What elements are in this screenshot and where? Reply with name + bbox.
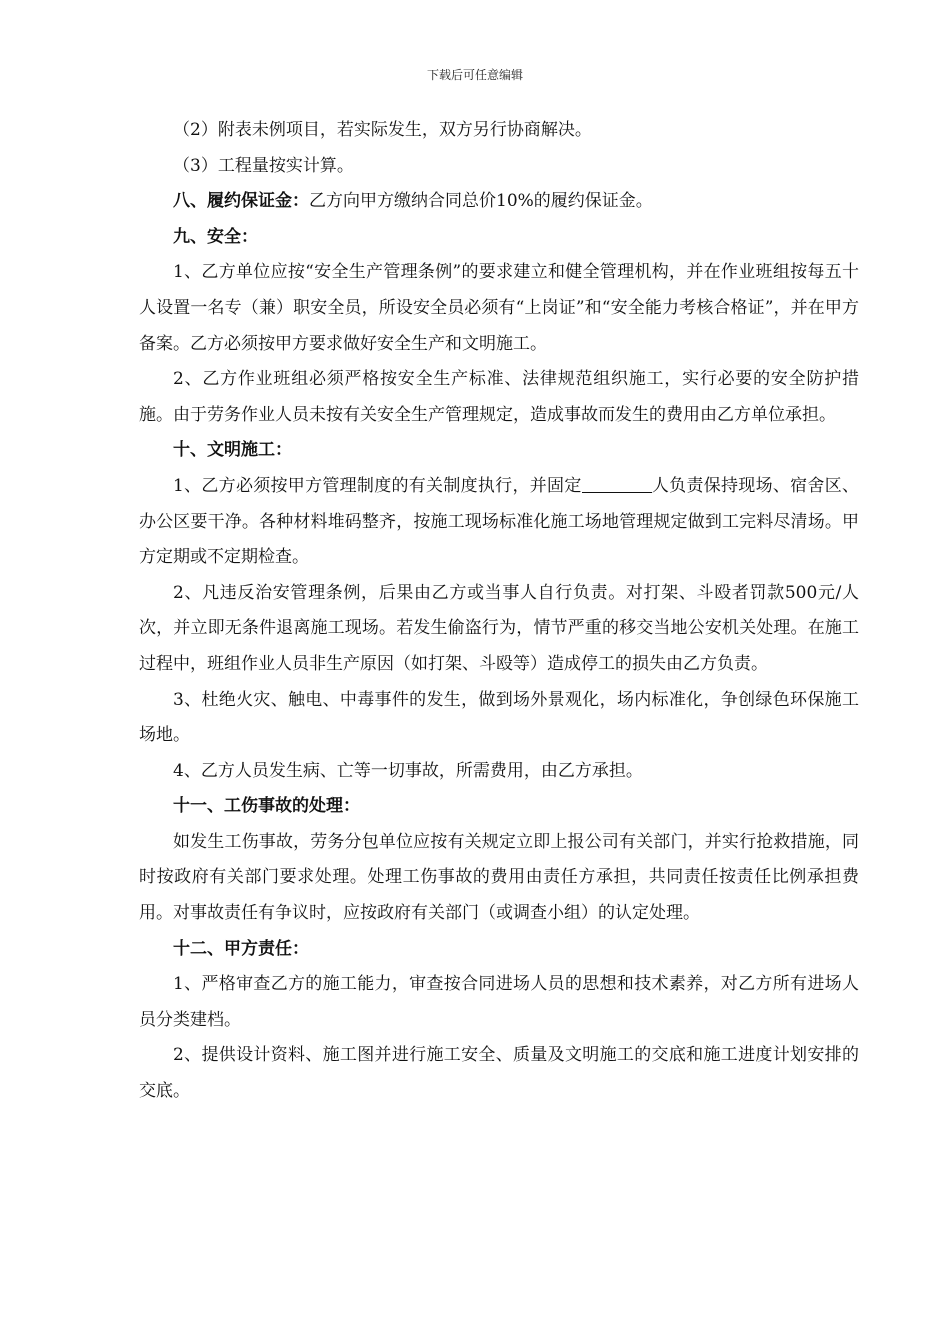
section-9-heading: 九、安全： xyxy=(173,226,258,247)
section-8 xyxy=(139,184,859,220)
section-12-heading: 十二、甲方责任： xyxy=(173,938,309,959)
section-10-paragraph-3: 3、杜绝火灾、触电、中毒事件的发生，做到场外景观化，场内标准化，争创绿色环保施工场地。 xyxy=(139,689,859,746)
document-body xyxy=(139,113,859,1110)
section-11-paragraph-1: 如发生工伤事故，劳务分包单位应按有关规定立即上报公司有关部门，并实行抢救措施，同时按政府有关部门要求处理。处理工伤事故的费用由责任方承担，共同责任按责任比例承担费用。对事故责任有争议时，应按政府有关部门（或调查小组）的认定处理。 xyxy=(139,831,859,924)
section-9-paragraph-1: 1、乙方单位应按“安全生产管理条例”的要求建立和健全管理机构，并在作业班组按每五十人设置一名专（兼）职安全员，所设安全员必须有“上岗证”和“安全能力考核合格证”，并在甲方备案。乙方必须按甲方要求做好安全生产和文明施工。 xyxy=(139,262,859,354)
section-11-heading: 十一、工伤事故的处理： xyxy=(173,796,360,817)
fill-in-blank-line xyxy=(582,474,652,493)
section-10-paragraph-2: 2、凡违反治安管理条例，后果由乙方或当事人自行负责。对打架、斗殴者罚款500元/人次，并立即无条件退离施工现场。若发生偷盗行为，情节严重的移交当地公安机关处理。在施工过程中，班组作业人员非生产原因（如打架、斗殴等）造成停工的损失由乙方负责。 xyxy=(139,582,859,674)
section-10-heading: 十、文明施工： xyxy=(173,440,292,461)
section-10-paragraph-4: 4、乙方人员发生病、亡等一切事故，所需费用，由乙方承担。 xyxy=(173,760,643,781)
page-header: 下载后可任意编辑 xyxy=(426,68,523,82)
section-10-paragraph-1 xyxy=(139,469,859,576)
section-12-paragraph-2: 2、提供设计资料、施工图并进行施工安全、质量及文明施工的交底和施工进度计划安排的交底。 xyxy=(139,1045,859,1102)
section-10-paragraph-1-start: 1、乙方必须按甲方管理制度的有关制度执行，并固定 xyxy=(173,475,582,496)
section-8-text: 乙方向甲方缴纳合同总价10%的履约保证金。 xyxy=(309,191,653,212)
section-8-heading: 八、履约保证金： xyxy=(173,191,309,212)
paragraph-quantity: （3）工程量按实计算。 xyxy=(173,155,354,176)
section-9-paragraph-2: 2、乙方作业班组必须严格按安全生产标准、法律规范组织施工，实行必要的安全防护措施。由于劳务作业人员未按有关安全生产管理规定，造成事故而发生的费用由乙方单位承担。 xyxy=(139,369,859,425)
paragraph-appendix-items: （2）附表未例项目，若实际发生，双方另行协商解决。 xyxy=(173,120,592,140)
section-10-paragraph-1-end: 人负责保持现场、宿舍区、办公区要干净。各种材料堆码整齐，按施工现场标准化施工场地管理规定做到工完料尽清场。甲方定期或不定期检查。 xyxy=(139,475,859,568)
section-12-paragraph-1: 1、严格审查乙方的施工能力，审查按合同进场人员的思想和技术素养，对乙方所有进场人员分类建档。 xyxy=(139,974,859,1030)
